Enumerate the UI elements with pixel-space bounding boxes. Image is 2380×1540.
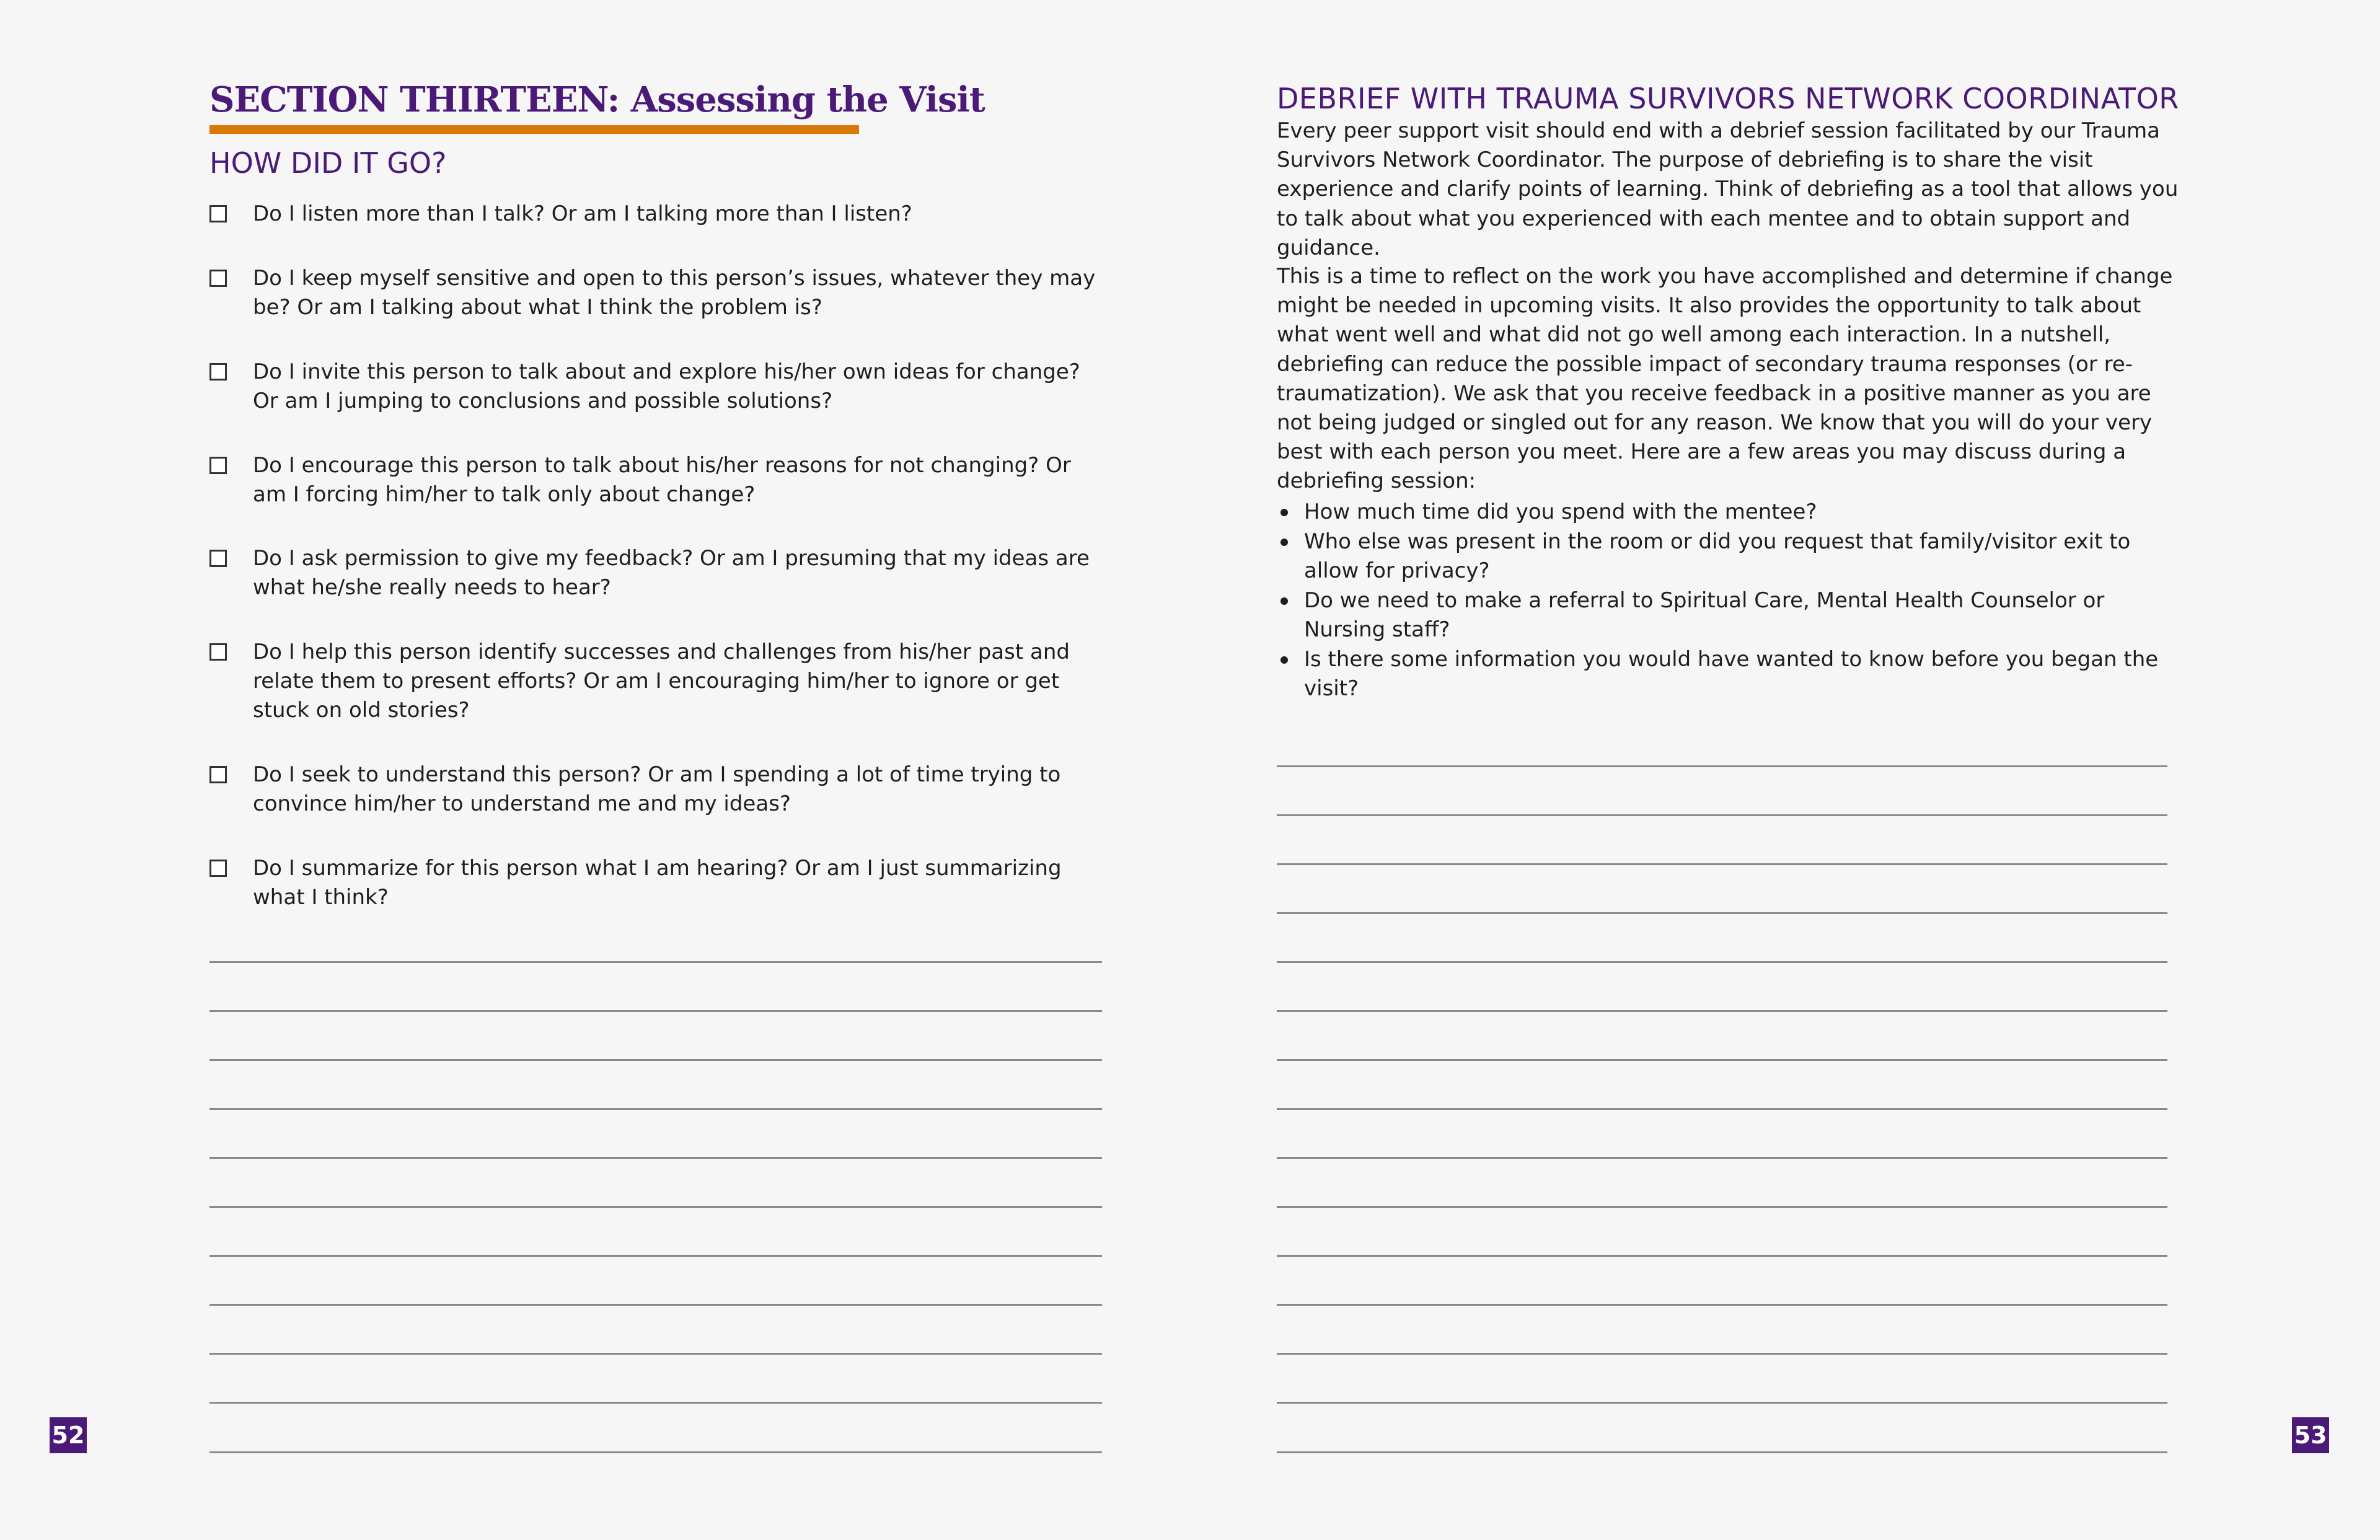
- writing-line[interactable]: [1277, 1402, 2167, 1404]
- writing-line[interactable]: [209, 1255, 1102, 1257]
- writing-line[interactable]: [1277, 1304, 2167, 1306]
- bullet-icon: [1280, 656, 1288, 664]
- debrief-heading: DEBRIEF WITH TRAUMA SURVIVORS NETWORK COORDINATOR: [1277, 82, 2179, 115]
- writing-line[interactable]: [209, 1010, 1102, 1012]
- writing-line[interactable]: [209, 1206, 1102, 1208]
- checklist-item-text: Do I help this person identify successes and challenges from his/her past and relate them to present efforts? Or am I encouraging him/her to ignore or get stuck on old stories?: [253, 640, 1070, 723]
- writing-line[interactable]: [1277, 912, 2167, 914]
- list-item: [1277, 498, 2175, 527]
- list-item: [1277, 645, 2175, 704]
- checkbox[interactable]: [209, 270, 227, 287]
- checkbox[interactable]: [209, 550, 227, 567]
- list-item-text: Who else was present in the room or did you request that family/visitor exit to allow for privacy?: [1304, 529, 2131, 583]
- writing-line[interactable]: [209, 1451, 1102, 1453]
- writing-line[interactable]: [1277, 1157, 2167, 1159]
- writing-line[interactable]: [209, 1059, 1102, 1061]
- list-item: [1277, 586, 2175, 645]
- writing-line[interactable]: [1277, 1255, 2167, 1257]
- reflection-paragraph: This is a time to reflect on the work you have accomplished and determine if change might be needed in upcoming visits. It also provides the opportunity to talk about what went well and what did not go well among each interaction. In a nutshell, debriefing can reduce the possible impact of secondary trauma responses (or re-traumatization). We ask that you receive feedback in a positive manner as you are not being judged or singled out for any reason. We know that you will do your very best with each person you meet. Here are a few areas you may discuss during a debriefing session:: [1277, 264, 2173, 494]
- writing-line[interactable]: [209, 1157, 1102, 1159]
- checklist-item-text: Do I keep myself sensitive and open to this person’s issues, whatever they may be? Or am I talking about what I think the problem is?: [253, 266, 1096, 320]
- checkbox[interactable]: [209, 363, 227, 381]
- bullet-icon: [1280, 597, 1288, 605]
- checkbox[interactable]: [209, 643, 227, 661]
- page-number: 52: [50, 1417, 87, 1453]
- checkbox[interactable]: [209, 860, 227, 877]
- writing-line[interactable]: [209, 1402, 1102, 1404]
- writing-line[interactable]: [1277, 863, 2167, 865]
- checklist-item-text: Do I listen more than I talk? Or am I talking more than I listen?: [253, 201, 912, 226]
- writing-line[interactable]: [1277, 961, 2167, 963]
- writing-line[interactable]: [209, 1353, 1102, 1355]
- list-item-text: Is there some information you would have wanted to know before you began the visit?: [1304, 646, 2159, 701]
- writing-line[interactable]: [209, 1304, 1102, 1306]
- debrief-topics-list: [1277, 498, 2175, 704]
- checkbox[interactable]: [209, 205, 227, 222]
- writing-line[interactable]: [209, 1108, 1102, 1110]
- writing-line[interactable]: [209, 961, 1102, 963]
- writing-line[interactable]: [1277, 814, 2167, 816]
- checklist-item-text: Do I ask permission to give my feedback? Or am I presuming that my ideas are what he/she really needs to hear?: [253, 546, 1090, 600]
- list-item-text: How much time did you spend with the mentee?: [1304, 499, 1817, 524]
- writing-line[interactable]: [1277, 1206, 2167, 1208]
- writing-line[interactable]: [1277, 765, 2167, 767]
- writing-line[interactable]: [1277, 1010, 2167, 1012]
- how-did-it-go-heading: HOW DID IT GO?: [209, 146, 447, 180]
- writing-line[interactable]: [1277, 1059, 2167, 1061]
- title-underline: [209, 125, 859, 134]
- checklist-item-text: Do I encourage this person to talk about his/her reasons for not changing? Or am I forcing him/her to talk only about change?: [253, 453, 1071, 507]
- bullet-icon: [1280, 509, 1288, 516]
- checkbox[interactable]: [209, 766, 227, 783]
- checklist-item-text: Do I invite this person to talk about and explore his/her own ideas for change? Or am I jumping to conclusions and possible solutions?: [253, 359, 1080, 413]
- bullet-icon: [1280, 539, 1288, 546]
- section-title: SECTION THIRTEEN: Assessing the Visit: [209, 79, 985, 120]
- checklist-item-text: Do I summarize for this person what I am hearing? Or am I just summarizing what I think?: [253, 856, 1062, 910]
- checklist-item-text: Do I seek to understand this person? Or am I spending a lot of time trying to convince him/her to understand me and my ideas?: [253, 762, 1061, 816]
- writing-line[interactable]: [1277, 1353, 2167, 1355]
- writing-line[interactable]: [1277, 1451, 2167, 1453]
- intro-paragraph: Every peer support visit should end with a debrief session facilitated by our Trauma Survivors Network Coordinator. The purpose of debriefing is to share the visit experience and clarify points of learning. Think of debriefing as a tool that allows you to talk about what you experienced with each mentee and to obtain support and guidance.: [1277, 118, 2179, 260]
- page-number: 53: [2292, 1417, 2329, 1453]
- checkbox[interactable]: [209, 457, 227, 474]
- right-page: [1190, 0, 2380, 1540]
- list-item: [1277, 527, 2175, 586]
- writing-line[interactable]: [1277, 1108, 2167, 1110]
- list-item-text: Do we need to make a referral to Spiritual Care, Mental Health Counselor or Nursing staff?: [1304, 587, 2105, 642]
